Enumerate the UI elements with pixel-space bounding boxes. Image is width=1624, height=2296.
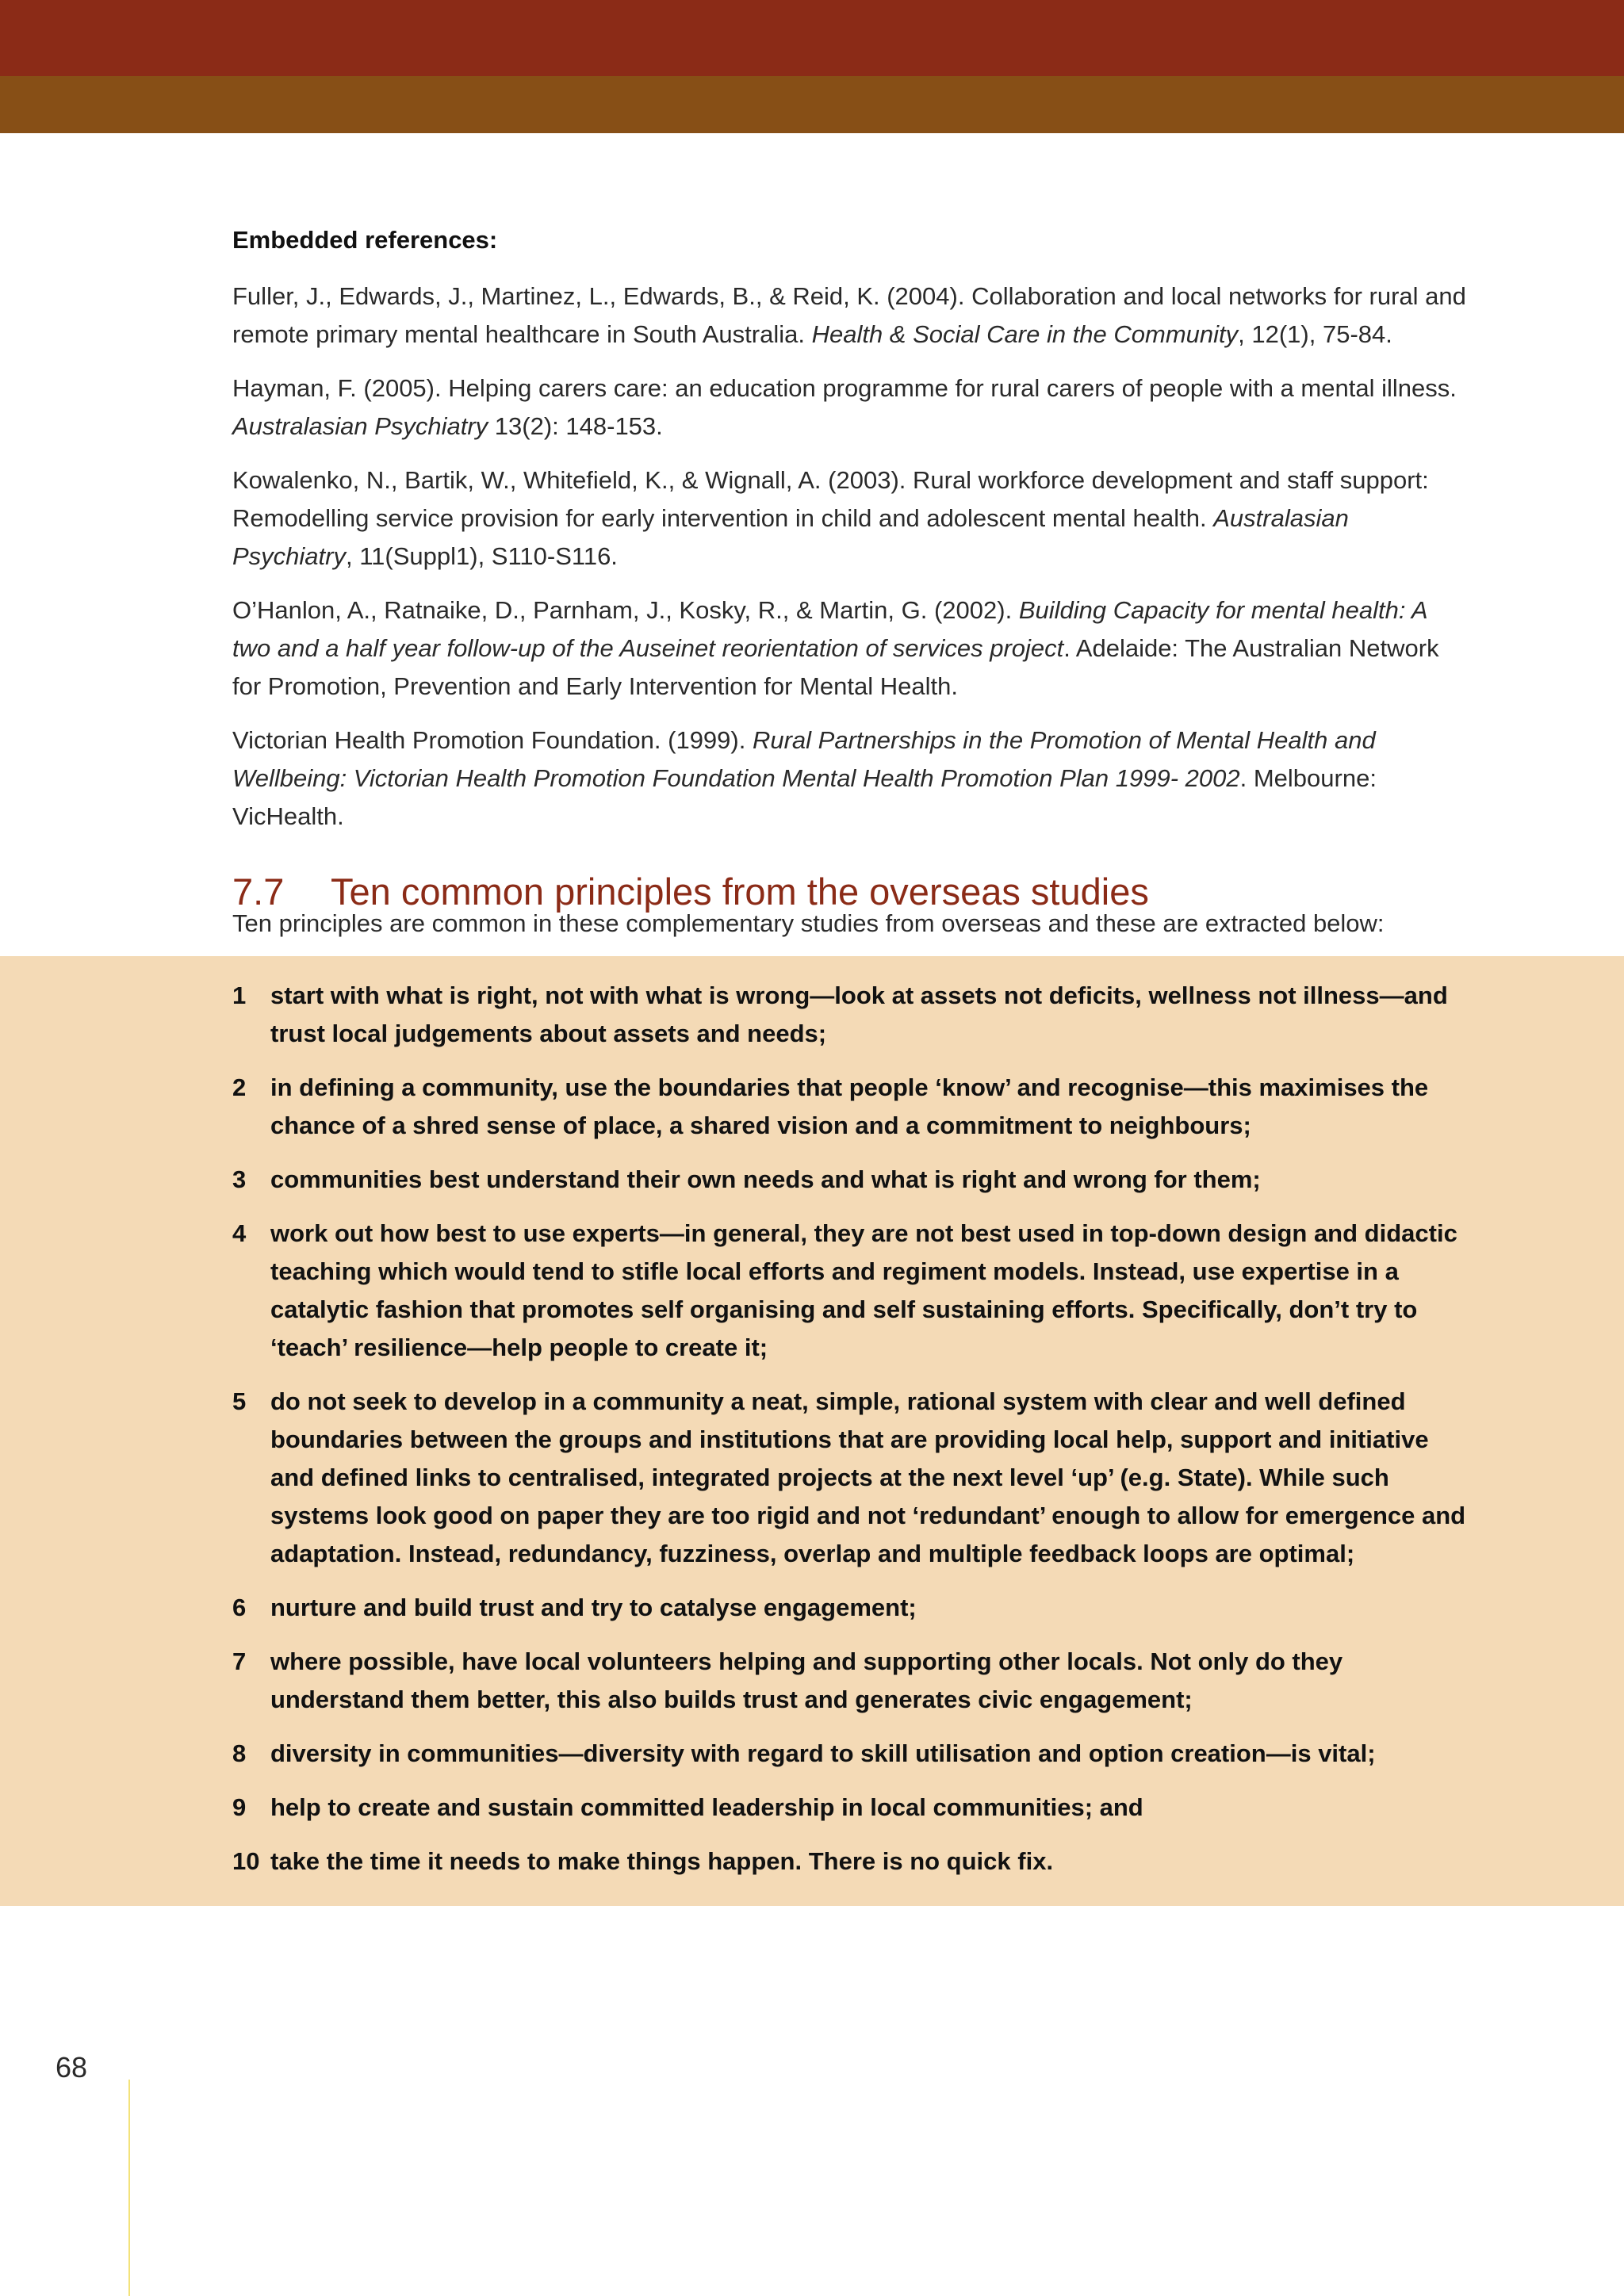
section-heading — [232, 870, 1149, 913]
principle-text: take the time it needs to make things happen. There is no quick fix. — [270, 1847, 1054, 1875]
principle-number: 9 — [232, 1793, 247, 1821]
reference-item: Fuller, J., Edwards, J., Martinez, L., Edwards, B., & Reid, K. (2004). Collaboration and local networks for rural and remote primary mental healthcare in South Australia. Health & Social Care in the Community, 12(1), 75-84. — [232, 282, 1466, 348]
principle-text: work out how best to use experts—in general, they are not best used in top-down design and didactic teaching which would tend to stifle local efforts and regiment models. Instead, use expertise in a catalytic fashion that promotes self organising and self sustaining efforts. Specifically, don’t try to ‘teach’ resilience—help people to create it; — [270, 1219, 1457, 1361]
principle-item — [232, 1215, 1469, 1367]
principle-number: 7 — [232, 1647, 247, 1675]
principle-text: in defining a community, use the boundaries that people ‘know’ and recognise—this maximises the chance of a shred sense of place, a shared vision and a commitment to neighbours; — [270, 1073, 1429, 1139]
principle-item — [232, 1069, 1469, 1145]
principle-item — [232, 1843, 1469, 1881]
principle-text: communities best understand their own needs and what is right and wrong for them; — [270, 1165, 1261, 1193]
section-title: Ten common principles from the overseas studies — [331, 871, 1149, 913]
header-band-top — [0, 0, 1624, 76]
references-list — [232, 277, 1469, 851]
principle-text: nurture and build trust and try to catalyse engagement; — [270, 1594, 917, 1621]
header-band-bottom — [0, 76, 1624, 133]
principle-number: 8 — [232, 1739, 247, 1767]
principle-number: 10 — [232, 1847, 260, 1875]
section-intro: Ten principles are common in these complementary studies from overseas and these are extracted below: — [232, 909, 1385, 937]
principle-item — [232, 1161, 1469, 1199]
principle-number: 1 — [232, 982, 247, 1009]
principle-item — [232, 1643, 1469, 1719]
principle-number: 2 — [232, 1073, 247, 1101]
page-number: 68 — [56, 2051, 88, 2084]
section-number: 7.7 — [232, 871, 285, 913]
principle-item — [232, 1383, 1469, 1573]
principle-number: 3 — [232, 1165, 247, 1193]
principle-number: 6 — [232, 1594, 247, 1621]
principle-item — [232, 1735, 1469, 1773]
principle-number: 4 — [232, 1219, 247, 1247]
principle-number: 5 — [232, 1387, 247, 1415]
principle-text: diversity in communities—diversity with regard to skill utilisation and option creation—is vital; — [270, 1739, 1376, 1767]
principle-item — [232, 1589, 1469, 1627]
references-heading: Embedded references: — [232, 226, 498, 254]
reference-item: Kowalenko, N., Bartik, W., Whitefield, K., & Wignall, A. (2003). Rural workforce development and staff support: Remodelling service provision for early intervention in child and adolescent mental health. Australasian Psychiatry, 11(Suppl1), S110-S116. — [232, 466, 1429, 570]
principle-text: do not seek to develop in a community a neat, simple, rational system with clear and well defined boundaries between the groups and institutions that are providing local help, support and initiative and defined links to centralised, integrated projects at the next level ‘up’ (e.g. State). While such systems look good on paper they are too rigid and not ‘redundant’ enough to allow for emergence and adaptation. Instead, redundancy, fuzziness, overlap and multiple feedback loops are optimal; — [270, 1387, 1466, 1567]
reference-item: Victorian Health Promotion Foundation. (1999). Rural Partnerships in the Promotion of Mental Health and Wellbeing: Victorian Health Promotion Foundation Mental Health Promotion Plan 1999- 2002. Melbourne: VicHealth. — [232, 726, 1377, 830]
principle-item — [232, 977, 1469, 1053]
footer-margin-rule — [128, 2080, 130, 2296]
principles-list — [232, 977, 1469, 1896]
reference-item: Hayman, F. (2005). Helping carers care: an education programme for rural carers of people with a mental illness. Australasian Psychiatry 13(2): 148-153. — [232, 374, 1457, 440]
principle-item — [232, 1789, 1469, 1827]
principle-text: where possible, have local volunteers helping and supporting other locals. Not only do they understand them better, this also builds trust and generates civic engagement; — [270, 1647, 1343, 1713]
reference-item: O’Hanlon, A., Ratnaike, D., Parnham, J., Kosky, R., & Martin, G. (2002). Building Capacity for mental health: A two and a half year follow-up of the Auseinet reorientation of services project. Adelaide: The Australian Network for Promotion, Prevention and Early Intervention for Mental Health. — [232, 596, 1439, 700]
principle-text: help to create and sustain committed leadership in local communities; and — [270, 1793, 1143, 1821]
principle-text: start with what is right, not with what is wrong—look at assets not deficits, wellness not illness—and trust local judgements about assets and needs; — [270, 982, 1448, 1047]
